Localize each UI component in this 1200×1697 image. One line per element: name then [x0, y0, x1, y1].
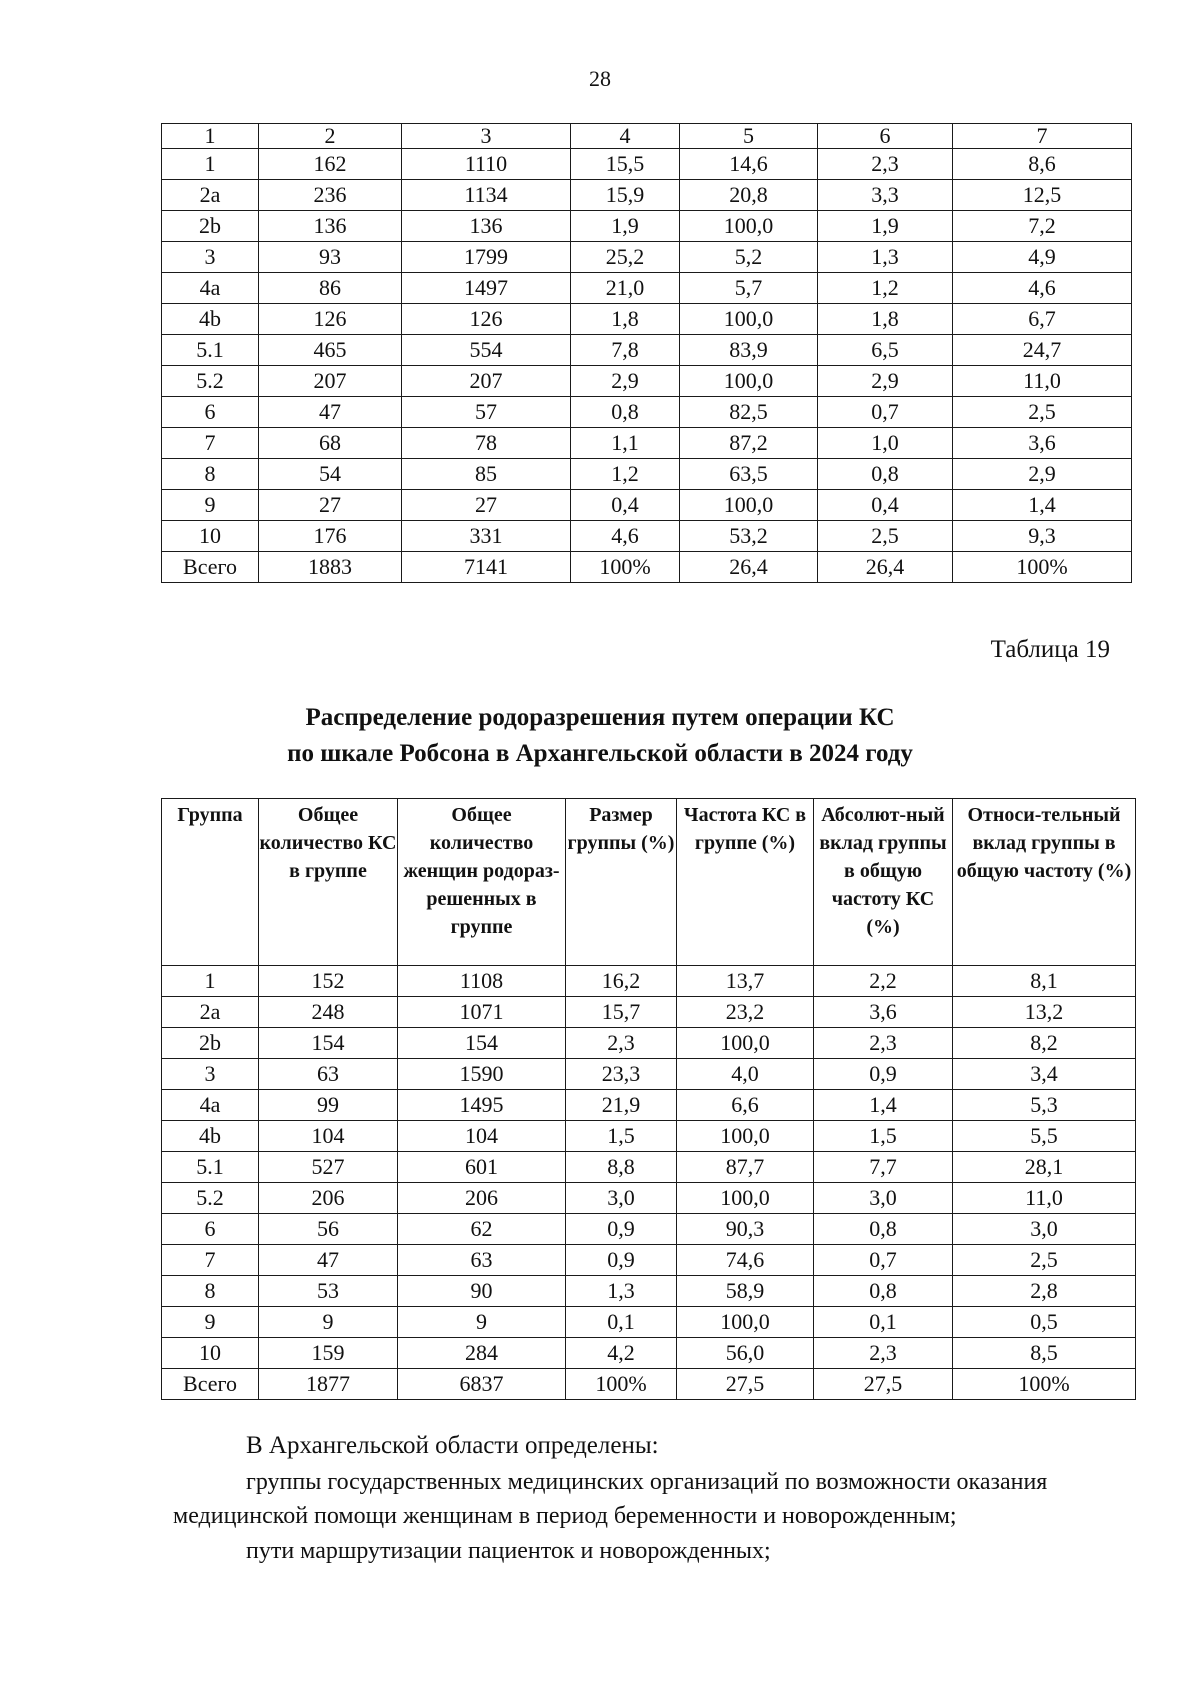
row-group-cell: 8: [162, 459, 259, 490]
data-cell: 7141: [402, 552, 571, 583]
row-group-cell: 2b: [162, 211, 259, 242]
data-cell: 15,7: [566, 997, 677, 1028]
data-cell: 12,5: [953, 180, 1132, 211]
data-cell: 1495: [398, 1090, 566, 1121]
row-group-cell: 10: [162, 1338, 259, 1369]
row-group-cell: 3: [162, 242, 259, 273]
data-cell: 24,7: [953, 335, 1132, 366]
data-cell: 1,4: [953, 490, 1132, 521]
header-cell-6: 6: [818, 124, 953, 149]
header-cell-7: 7: [953, 124, 1132, 149]
data-cell: 13,7: [677, 966, 814, 997]
data-cell: 162: [259, 149, 402, 180]
data-cell: 0,9: [566, 1245, 677, 1276]
data-cell: 6,6: [677, 1090, 814, 1121]
data-cell: 2,9: [953, 459, 1132, 490]
table-row: [162, 490, 1132, 521]
data-cell: 1134: [402, 180, 571, 211]
data-cell: 0,4: [571, 490, 680, 521]
data-cell: 0,4: [818, 490, 953, 521]
header-cell-6: Абсолют-ный вклад группы в общую частоту КС (%): [814, 799, 953, 966]
data-cell: 7,7: [814, 1152, 953, 1183]
data-cell: 13,2: [953, 997, 1136, 1028]
data-cell: 3,6: [814, 997, 953, 1028]
data-cell: 4,2: [566, 1338, 677, 1369]
table-title-line-2: по шкале Робсона в Архангельской области в 2024 году: [287, 740, 913, 767]
data-cell: 63: [259, 1059, 398, 1090]
data-cell: 5,7: [680, 273, 818, 304]
data-cell: 207: [402, 366, 571, 397]
data-cell: 1110: [402, 149, 571, 180]
data-cell: 2,9: [818, 366, 953, 397]
header-cell-1: Группа: [162, 799, 259, 966]
row-group-cell: 7: [162, 428, 259, 459]
data-cell: 90: [398, 1276, 566, 1307]
data-cell: 601: [398, 1152, 566, 1183]
data-cell: 86: [259, 273, 402, 304]
data-cell: 53: [259, 1276, 398, 1307]
table-row: [162, 1338, 1136, 1369]
data-cell: 4,6: [953, 273, 1132, 304]
data-cell: 15,5: [571, 149, 680, 180]
data-cell: 2,5: [953, 397, 1132, 428]
table-row: [162, 366, 1132, 397]
data-cell: 3,3: [818, 180, 953, 211]
table-row: [162, 459, 1132, 490]
table-header-row: [162, 124, 1132, 149]
data-cell: 8,5: [953, 1338, 1136, 1369]
data-cell: 90,3: [677, 1214, 814, 1245]
data-cell: 2,8: [953, 1276, 1136, 1307]
table-row: [162, 521, 1132, 552]
row-group-cell: 1: [162, 149, 259, 180]
data-cell: 100%: [953, 1369, 1136, 1400]
table-row: [162, 428, 1132, 459]
header-cell-5: 5: [680, 124, 818, 149]
data-cell: 27: [402, 490, 571, 521]
data-cell: 2,3: [814, 1338, 953, 1369]
row-group-cell: 5.1: [162, 1152, 259, 1183]
data-cell: 126: [402, 304, 571, 335]
row-group-cell: 9: [162, 490, 259, 521]
row-group-cell: 8: [162, 1276, 259, 1307]
paragraph-intro: В Архангельской области определены:: [246, 1432, 659, 1459]
row-group-cell: 10: [162, 521, 259, 552]
data-cell: 74,6: [677, 1245, 814, 1276]
data-cell: 8,1: [953, 966, 1136, 997]
data-cell: 100,0: [680, 366, 818, 397]
data-cell: 56,0: [677, 1338, 814, 1369]
data-cell: 0,7: [818, 397, 953, 428]
row-group-cell: 6: [162, 1214, 259, 1245]
data-cell: 100%: [953, 552, 1132, 583]
data-cell: 154: [398, 1028, 566, 1059]
header-cell-2: Общее количество КС в группе: [259, 799, 398, 966]
data-cell: 0,9: [566, 1214, 677, 1245]
table-row: [162, 1121, 1136, 1152]
data-cell: 54: [259, 459, 402, 490]
header-cell-3: Общее количество женщин родораз-решенных в группе: [398, 799, 566, 966]
data-cell: 248: [259, 997, 398, 1028]
data-cell: 93: [259, 242, 402, 273]
row-group-cell: Всего: [162, 552, 259, 583]
table-row: [162, 335, 1132, 366]
table-row: [162, 397, 1132, 428]
data-cell: 1,9: [818, 211, 953, 242]
data-cell: 62: [398, 1214, 566, 1245]
data-cell: 99: [259, 1090, 398, 1121]
data-cell: 100,0: [680, 211, 818, 242]
data-cell: 15,9: [571, 180, 680, 211]
data-cell: 100%: [566, 1369, 677, 1400]
data-cell: 331: [402, 521, 571, 552]
data-cell: 3,6: [953, 428, 1132, 459]
data-cell: 26,4: [818, 552, 953, 583]
row-group-cell: 1: [162, 966, 259, 997]
data-cell: 0,7: [814, 1245, 953, 1276]
table-row: [162, 1369, 1136, 1400]
data-cell: 2,3: [818, 149, 953, 180]
data-cell: 2,3: [814, 1028, 953, 1059]
data-cell: 11,0: [953, 366, 1132, 397]
data-cell: 6,5: [818, 335, 953, 366]
data-cell: 100,0: [677, 1121, 814, 1152]
data-cell: 3,0: [814, 1183, 953, 1214]
data-cell: 58,9: [677, 1276, 814, 1307]
data-cell: 206: [259, 1183, 398, 1214]
data-cell: 1883: [259, 552, 402, 583]
data-cell: 85: [402, 459, 571, 490]
row-group-cell: 4a: [162, 1090, 259, 1121]
data-cell: 0,1: [814, 1307, 953, 1338]
data-cell: 9: [259, 1307, 398, 1338]
data-cell: 100,0: [677, 1183, 814, 1214]
row-group-cell: 7: [162, 1245, 259, 1276]
data-cell: 100%: [571, 552, 680, 583]
data-cell: 47: [259, 1245, 398, 1276]
data-cell: 1,5: [566, 1121, 677, 1152]
data-cell: 57: [402, 397, 571, 428]
data-cell: 7,8: [571, 335, 680, 366]
row-group-cell: 5.1: [162, 335, 259, 366]
page-number: 28: [589, 66, 611, 91]
data-cell: 0,5: [953, 1307, 1136, 1338]
data-cell: 23,3: [566, 1059, 677, 1090]
data-cell: 20,8: [680, 180, 818, 211]
data-cell: 87,2: [680, 428, 818, 459]
data-cell: 100,0: [680, 304, 818, 335]
data-cell: 1,2: [818, 273, 953, 304]
data-cell: 0,8: [814, 1276, 953, 1307]
table-title-line-1: Распределение родоразрешения путем операции КС: [305, 704, 895, 731]
row-group-cell: 4a: [162, 273, 259, 304]
data-cell: 159: [259, 1338, 398, 1369]
data-cell: 554: [402, 335, 571, 366]
data-cell: 6837: [398, 1369, 566, 1400]
paragraph-item-1-line-2: медицинской помощи женщинам в период беременности и новорожденным;: [173, 1503, 957, 1529]
table-row: [162, 1059, 1136, 1090]
table-row: [162, 1307, 1136, 1338]
data-cell: 2,3: [566, 1028, 677, 1059]
data-cell: 1497: [402, 273, 571, 304]
table-caption: Таблица 19: [990, 636, 1110, 663]
data-cell: 2,2: [814, 966, 953, 997]
data-cell: 28,1: [953, 1152, 1136, 1183]
data-cell: 8,8: [566, 1152, 677, 1183]
data-cell: 5,2: [680, 242, 818, 273]
row-group-cell: 4b: [162, 1121, 259, 1152]
data-cell: 284: [398, 1338, 566, 1369]
table-19: [161, 798, 1136, 1400]
data-cell: 1,3: [818, 242, 953, 273]
data-cell: 9,3: [953, 521, 1132, 552]
data-cell: 1590: [398, 1059, 566, 1090]
data-cell: 2,9: [571, 366, 680, 397]
header-cell-4: 4: [571, 124, 680, 149]
data-cell: 23,2: [677, 997, 814, 1028]
data-cell: 527: [259, 1152, 398, 1183]
data-cell: 27,5: [677, 1369, 814, 1400]
table-row: [162, 211, 1132, 242]
data-cell: 1,8: [571, 304, 680, 335]
data-cell: 0,1: [566, 1307, 677, 1338]
row-group-cell: 3: [162, 1059, 259, 1090]
row-group-cell: 6: [162, 397, 259, 428]
data-cell: 87,7: [677, 1152, 814, 1183]
data-cell: 5,3: [953, 1090, 1136, 1121]
data-cell: 27,5: [814, 1369, 953, 1400]
header-cell-5: Частота КС в группе (%): [677, 799, 814, 966]
data-cell: 154: [259, 1028, 398, 1059]
data-cell: 136: [402, 211, 571, 242]
table-row: [162, 1245, 1136, 1276]
data-cell: 1,2: [571, 459, 680, 490]
data-cell: 47: [259, 397, 402, 428]
data-cell: 1,8: [818, 304, 953, 335]
data-cell: 5,5: [953, 1121, 1136, 1152]
data-cell: 1,5: [814, 1121, 953, 1152]
table-row: [162, 1276, 1136, 1307]
table-row: [162, 1028, 1136, 1059]
data-cell: 3,4: [953, 1059, 1136, 1090]
table-header-row: [162, 799, 1136, 966]
table-row: [162, 966, 1136, 997]
data-cell: 1799: [402, 242, 571, 273]
data-cell: 126: [259, 304, 402, 335]
paragraph-item-1-line-1: группы государственных медицинских организаций по возможности оказания: [246, 1469, 1048, 1495]
paragraph-item-2: пути маршрутизации пациенток и новорожденных;: [246, 1538, 771, 1564]
table-row: [162, 1214, 1136, 1245]
continued-table: [161, 123, 1132, 583]
data-cell: 1877: [259, 1369, 398, 1400]
data-cell: 27: [259, 490, 402, 521]
data-cell: 0,8: [818, 459, 953, 490]
data-cell: 3,0: [953, 1214, 1136, 1245]
row-group-cell: 5.2: [162, 366, 259, 397]
row-group-cell: 2a: [162, 180, 259, 211]
row-group-cell: Всего: [162, 1369, 259, 1400]
data-cell: 4,6: [571, 521, 680, 552]
table-row: [162, 997, 1136, 1028]
data-cell: 136: [259, 211, 402, 242]
table-row: [162, 552, 1132, 583]
data-cell: 100,0: [680, 490, 818, 521]
table-row: [162, 273, 1132, 304]
row-group-cell: 4b: [162, 304, 259, 335]
row-group-cell: 9: [162, 1307, 259, 1338]
data-cell: 83,9: [680, 335, 818, 366]
data-cell: 6,7: [953, 304, 1132, 335]
data-cell: 207: [259, 366, 402, 397]
data-cell: 63,5: [680, 459, 818, 490]
data-cell: 1,0: [818, 428, 953, 459]
data-cell: 56: [259, 1214, 398, 1245]
data-cell: 465: [259, 335, 402, 366]
data-cell: 1,1: [571, 428, 680, 459]
data-cell: 1,3: [566, 1276, 677, 1307]
data-cell: 1108: [398, 966, 566, 997]
data-cell: 14,6: [680, 149, 818, 180]
data-cell: 0,9: [814, 1059, 953, 1090]
data-cell: 104: [259, 1121, 398, 1152]
data-cell: 25,2: [571, 242, 680, 273]
data-cell: 9: [398, 1307, 566, 1338]
data-cell: 21,9: [566, 1090, 677, 1121]
data-cell: 0,8: [814, 1214, 953, 1245]
data-cell: 82,5: [680, 397, 818, 428]
row-group-cell: 2b: [162, 1028, 259, 1059]
header-cell-7: Относи-тельный вклад группы в общую частоту (%): [953, 799, 1136, 966]
data-cell: 7,2: [953, 211, 1132, 242]
data-cell: 21,0: [571, 273, 680, 304]
data-cell: 1,9: [571, 211, 680, 242]
data-cell: 2,5: [818, 521, 953, 552]
data-cell: 63: [398, 1245, 566, 1276]
data-cell: 4,0: [677, 1059, 814, 1090]
data-cell: 1071: [398, 997, 566, 1028]
data-cell: 78: [402, 428, 571, 459]
row-group-cell: 2a: [162, 997, 259, 1028]
data-cell: 236: [259, 180, 402, 211]
data-cell: 53,2: [680, 521, 818, 552]
table-row: [162, 149, 1132, 180]
data-cell: 68: [259, 428, 402, 459]
header-cell-3: 3: [402, 124, 571, 149]
data-cell: 176: [259, 521, 402, 552]
data-cell: 0,8: [571, 397, 680, 428]
data-cell: 4,9: [953, 242, 1132, 273]
data-cell: 2,5: [953, 1245, 1136, 1276]
data-cell: 26,4: [680, 552, 818, 583]
data-cell: 3,0: [566, 1183, 677, 1214]
header-cell-2: 2: [259, 124, 402, 149]
data-cell: 16,2: [566, 966, 677, 997]
row-group-cell: 5.2: [162, 1183, 259, 1214]
table-row: [162, 1090, 1136, 1121]
data-cell: 100,0: [677, 1028, 814, 1059]
header-cell-1: 1: [162, 124, 259, 149]
table-row: [162, 242, 1132, 273]
data-cell: 100,0: [677, 1307, 814, 1338]
table-row: [162, 1183, 1136, 1214]
table-row: [162, 180, 1132, 211]
table-row: [162, 304, 1132, 335]
data-cell: 1,4: [814, 1090, 953, 1121]
data-cell: 11,0: [953, 1183, 1136, 1214]
data-cell: 8,6: [953, 149, 1132, 180]
data-cell: 104: [398, 1121, 566, 1152]
data-cell: 152: [259, 966, 398, 997]
data-cell: 206: [398, 1183, 566, 1214]
table-row: [162, 1152, 1136, 1183]
data-cell: 8,2: [953, 1028, 1136, 1059]
header-cell-4: Размер группы (%): [566, 799, 677, 966]
